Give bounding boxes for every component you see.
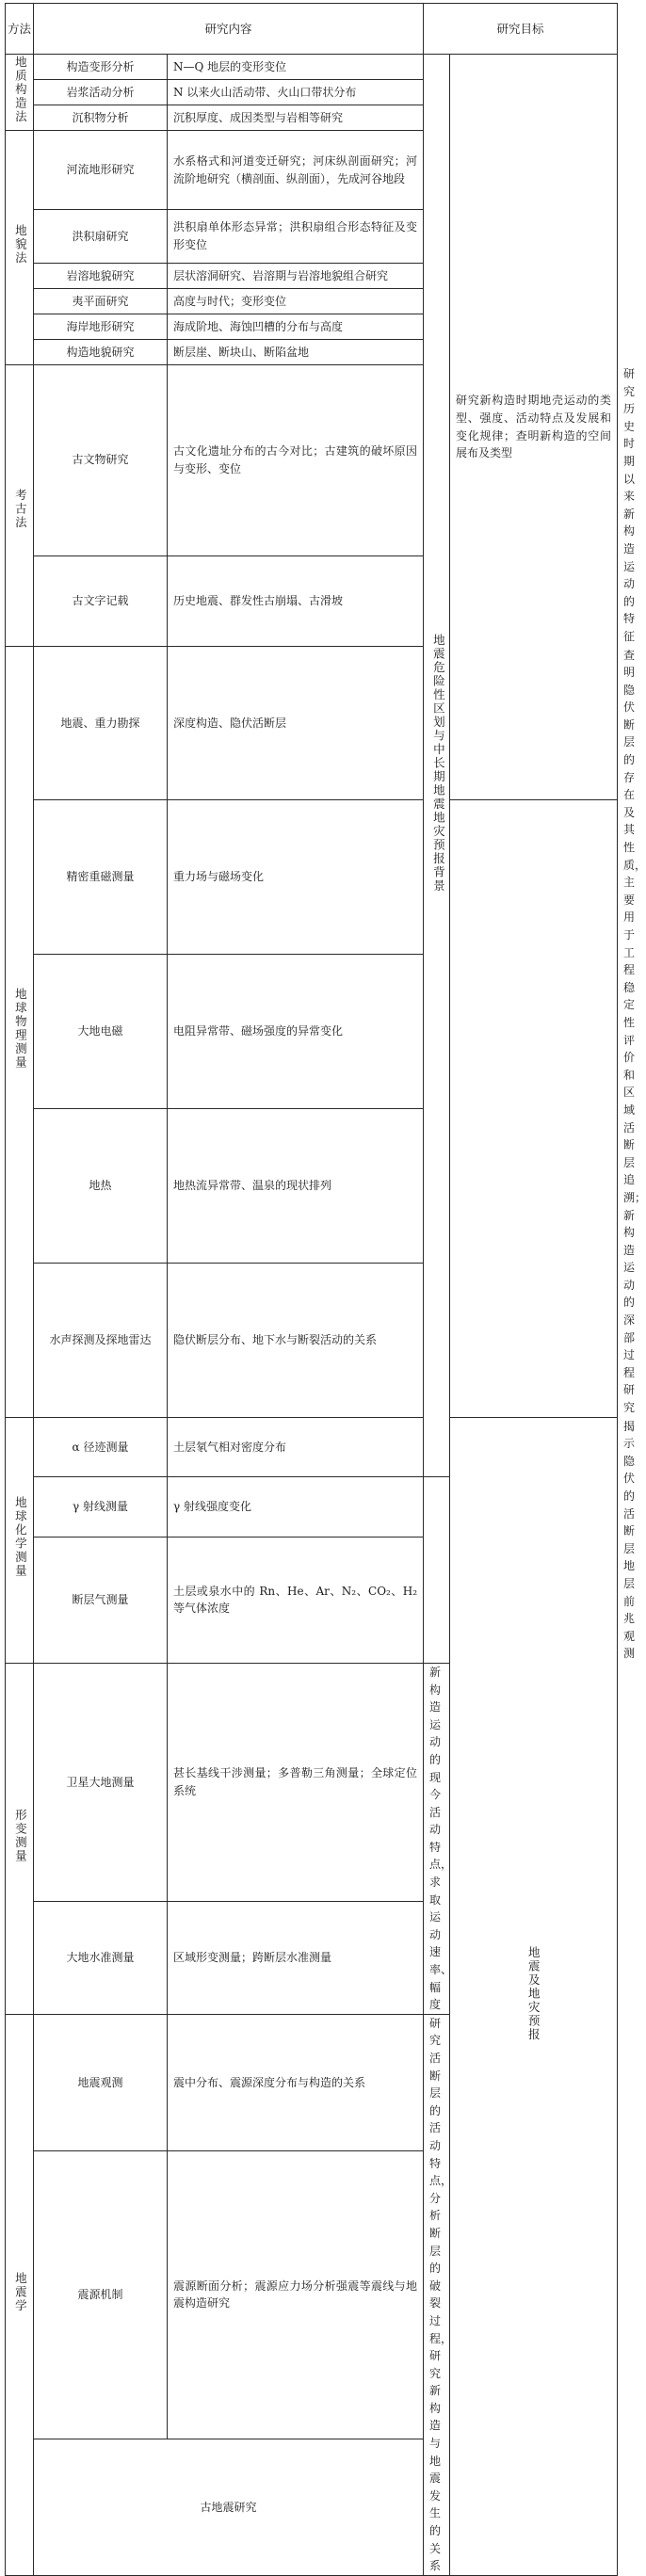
technique-cell: 夷平面研究	[34, 289, 168, 314]
content-cell: 深度构造、隐伏活断层	[168, 646, 424, 800]
content-cell: γ 射线强度变化	[168, 1477, 424, 1538]
content-cell: 古文化遗址分布的古今对比；古建筑的破坏原因与变形、变位	[168, 365, 424, 556]
technique-cell: 构造地貌研究	[34, 340, 168, 365]
goal-neotectonics: 研究新构造时期地壳运动的类型、强度、活动特点及发展和变化规律；查明新构造的空间展布及类型	[450, 55, 618, 800]
content-header: 研究内容	[34, 4, 424, 55]
paleoseismology-cell: 古地震研究	[34, 2439, 424, 2575]
content-cell: 高度与时代；变形变位	[168, 289, 424, 314]
content-cell: N—Q 地层的变形变位	[168, 55, 424, 80]
content-cell: 震源断面分析；震源应力场分析强震等震线与地震构造研究	[168, 2150, 424, 2439]
technique-cell: 大地水准测量	[34, 1901, 168, 2014]
content-cell: 层状溶洞研究、岩溶期与岩溶地貌组合研究	[168, 264, 424, 289]
technique-cell: 岩溶地貌研究	[34, 264, 168, 289]
content-cell: 甚长基线干涉测量；多普勒三角测量；全球定位系统	[168, 1663, 424, 1901]
method-header: 方法	[6, 4, 34, 55]
technique-cell: α 径迹测量	[34, 1417, 168, 1477]
technique-cell: 河流地形研究	[34, 131, 168, 210]
technique-cell: 海岸地形研究	[34, 314, 168, 340]
content-cell: 地热流异常带、温泉的现状排列	[168, 1108, 424, 1263]
table-row: 地球化学测量 α 径迹测量 土层氡气相对密度分布 地震及地灾预报 揭示隐伏的活断层地层前兆观测	[6, 1417, 618, 1477]
technique-cell: 地震、重力勘探	[34, 646, 168, 800]
content-cell: 区域形变测量；跨断层水准测量	[168, 1901, 424, 2014]
category-geomorphology: 地貌法	[6, 131, 34, 365]
category-geophysical: 地球物理测量	[6, 646, 34, 1417]
goal-header: 研究目标	[424, 4, 618, 55]
technique-cell: 古文物研究	[34, 365, 168, 556]
table-row: 地球物理测量 地震、重力勘探 深度构造、隐伏活断层 查明隐伏断层的存在及其性质，主要用于工程稳定性评价和区域活断层追溯；新构造运动的深部过程研究	[6, 646, 618, 800]
content-cell: 隐伏断层分布、地下水与断裂活动的关系	[168, 1263, 424, 1417]
category-deformation: 形变测量	[6, 1663, 34, 2014]
content-cell: 海成阶地、海蚀凹槽的分布与高度	[168, 314, 424, 340]
technique-cell: γ 射线测量	[34, 1477, 168, 1538]
goal-group-regionalization: 地震危险性区划与中长期地震地灾预报背景	[424, 55, 450, 1477]
research-methods-table	[5, 3, 646, 2576]
content-cell: 土层或泉水中的 Rn、He、Ar、N₂、CO₂、H₂ 等气体浓度	[168, 1537, 424, 1663]
technique-cell: 震源机制	[34, 2150, 168, 2439]
technique-cell: 古文字记载	[34, 555, 168, 646]
technique-cell: 断层气测量	[34, 1537, 168, 1663]
goal-active-faults: 研究活断层的活动特点，分析断层的破裂过程，研究新构造与地震发生的关系	[424, 2014, 450, 2575]
technique-cell: 构造变形分析	[34, 55, 168, 80]
technique-cell: 岩浆活动分析	[34, 80, 168, 105]
content-cell: N 以来火山活动带、火山口带状分布	[168, 80, 424, 105]
technique-cell: 精密重磁测量	[34, 800, 168, 955]
technique-cell: 地热	[34, 1108, 168, 1263]
content-cell: 沉积厚度、成因类型与岩相等研究	[168, 105, 424, 131]
goal-current-activity: 新构造运动的现今活动特点，求取运动速率、幅度	[424, 1663, 450, 2014]
category-archaeology: 考古法	[6, 365, 34, 647]
table-row	[6, 1263, 618, 1417]
technique-cell: 洪积扇研究	[34, 210, 168, 264]
table-row	[6, 955, 618, 1109]
technique-cell: 卫星大地测量	[34, 1663, 168, 1901]
content-cell: 水系格式和河道变迁研究；河床纵剖面研究；河流阶地研究（横剖面、纵剖面），先成河谷地段	[168, 131, 424, 210]
goal-group-prediction: 地震及地灾预报	[450, 1417, 618, 2575]
table-row	[6, 1108, 618, 1263]
header-row	[6, 4, 618, 55]
content-cell: 洪积扇单体形态异常；洪积扇组合形态特征及变形变位	[168, 210, 424, 264]
content-cell: 历史地震、群发性古崩塌、古滑坡	[168, 555, 424, 646]
category-seismology: 地震学	[6, 2014, 34, 2575]
content-cell: 重力场与磁场变化	[168, 800, 424, 955]
technique-cell: 大地电磁	[34, 955, 168, 1109]
content-cell: 电阻异常带、磁场强度的异常变化	[168, 955, 424, 1109]
table-row	[6, 55, 618, 80]
table-row	[6, 800, 618, 955]
content-cell: 土层氡气相对密度分布	[168, 1417, 424, 1477]
category-geochemical: 地球化学测量	[6, 1417, 34, 1663]
category-geological-structure: 地质构造法	[6, 55, 34, 131]
technique-cell: 沉积物分析	[34, 105, 168, 131]
technique-cell: 地震观测	[34, 2014, 168, 2150]
content-cell: 断层崖、断块山、断陷盆地	[168, 340, 424, 365]
technique-cell: 水声探测及探地雷达	[34, 1263, 168, 1417]
content-cell: 震中分布、震源深度分布与构造的关系	[168, 2014, 424, 2150]
table-row: 考古法 古文物研究 古文化遗址分布的古今对比；古建筑的破坏原因与变形、变位 研究历史时期以来新构造运动的特征	[6, 365, 618, 556]
